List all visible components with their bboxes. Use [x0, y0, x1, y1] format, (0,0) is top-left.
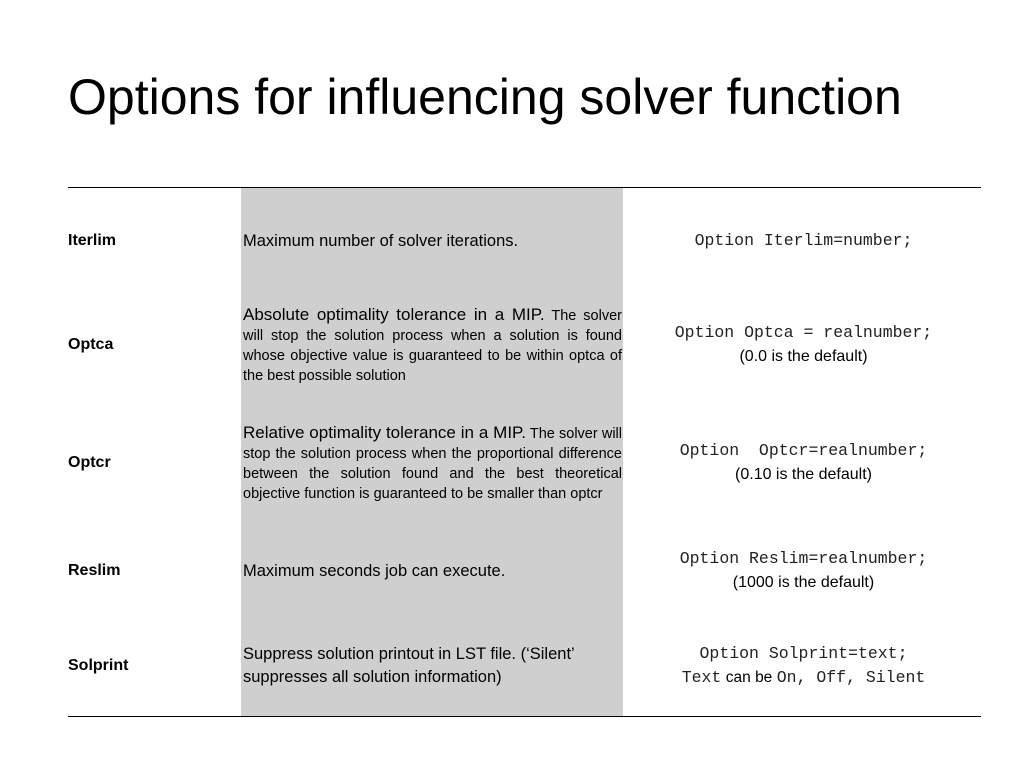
- option-name: Iterlim: [68, 232, 117, 249]
- option-syntax: [626, 205, 981, 277]
- page-title: Options for influencing solver function: [68, 69, 902, 125]
- option-description: [243, 205, 622, 277]
- table-row-iterlim: [68, 205, 981, 277]
- option-description: [243, 535, 622, 607]
- syntax-code-prefix: Text: [681, 668, 722, 687]
- option-description: [243, 630, 622, 702]
- option-name: Reslim: [68, 562, 121, 579]
- option-syntax: [626, 535, 981, 607]
- default-note: (0.0 is the default): [739, 348, 868, 365]
- option-name: Optcr: [68, 454, 111, 471]
- description-rest: The solver will stop the solution process when the proportional difference between the solution found and the best theoretical objective function is guaranteed to be smaller than optcr: [243, 425, 623, 502]
- syntax-values-line: [682, 666, 926, 690]
- table-bottom-rule: [68, 716, 981, 717]
- syntax-code-values: On, Off, Silent: [776, 668, 926, 687]
- syntax-code: Option Optca = realnumber;: [674, 323, 933, 342]
- table-row-optcr: [68, 408, 981, 518]
- description-text: Maximum number of solver iterations.: [243, 231, 519, 250]
- option-description: [243, 300, 622, 390]
- default-note: (0.10 is the default): [735, 466, 872, 483]
- syntax-code: Option Reslim=realnumber;: [679, 549, 928, 568]
- option-name: Solprint: [68, 657, 129, 674]
- syntax-code: Option Iterlim=number;: [694, 231, 913, 250]
- table-row-solprint: [68, 630, 981, 702]
- description-text: Maximum seconds job can execute.: [243, 561, 506, 580]
- syntax-connector: can be: [725, 669, 773, 686]
- description-text: Suppress solution printout in LST file. (‘Silent’ suppresses all solution information): [243, 645, 575, 686]
- description-rest: The solver will stop the solution process when a solution is found whose objective value is guaranteed to be within optca of the best possible solution: [243, 307, 622, 384]
- option-syntax: [626, 408, 981, 518]
- description-lead: Relative optimality tolerance in a MIP.: [243, 422, 526, 442]
- syntax-code: Option Solprint=text;: [699, 644, 908, 663]
- option-syntax: [626, 300, 981, 390]
- option-syntax: [626, 630, 981, 702]
- option-name: Optca: [68, 336, 114, 353]
- option-description: [243, 408, 622, 518]
- table-row-optca: [68, 300, 981, 390]
- description-lead: Absolute optimality tolerance in a MIP.: [243, 304, 545, 324]
- default-note: (1000 is the default): [732, 574, 875, 591]
- syntax-code: Option Optcr=realnumber;: [679, 441, 928, 460]
- table-row-reslim: [68, 535, 981, 607]
